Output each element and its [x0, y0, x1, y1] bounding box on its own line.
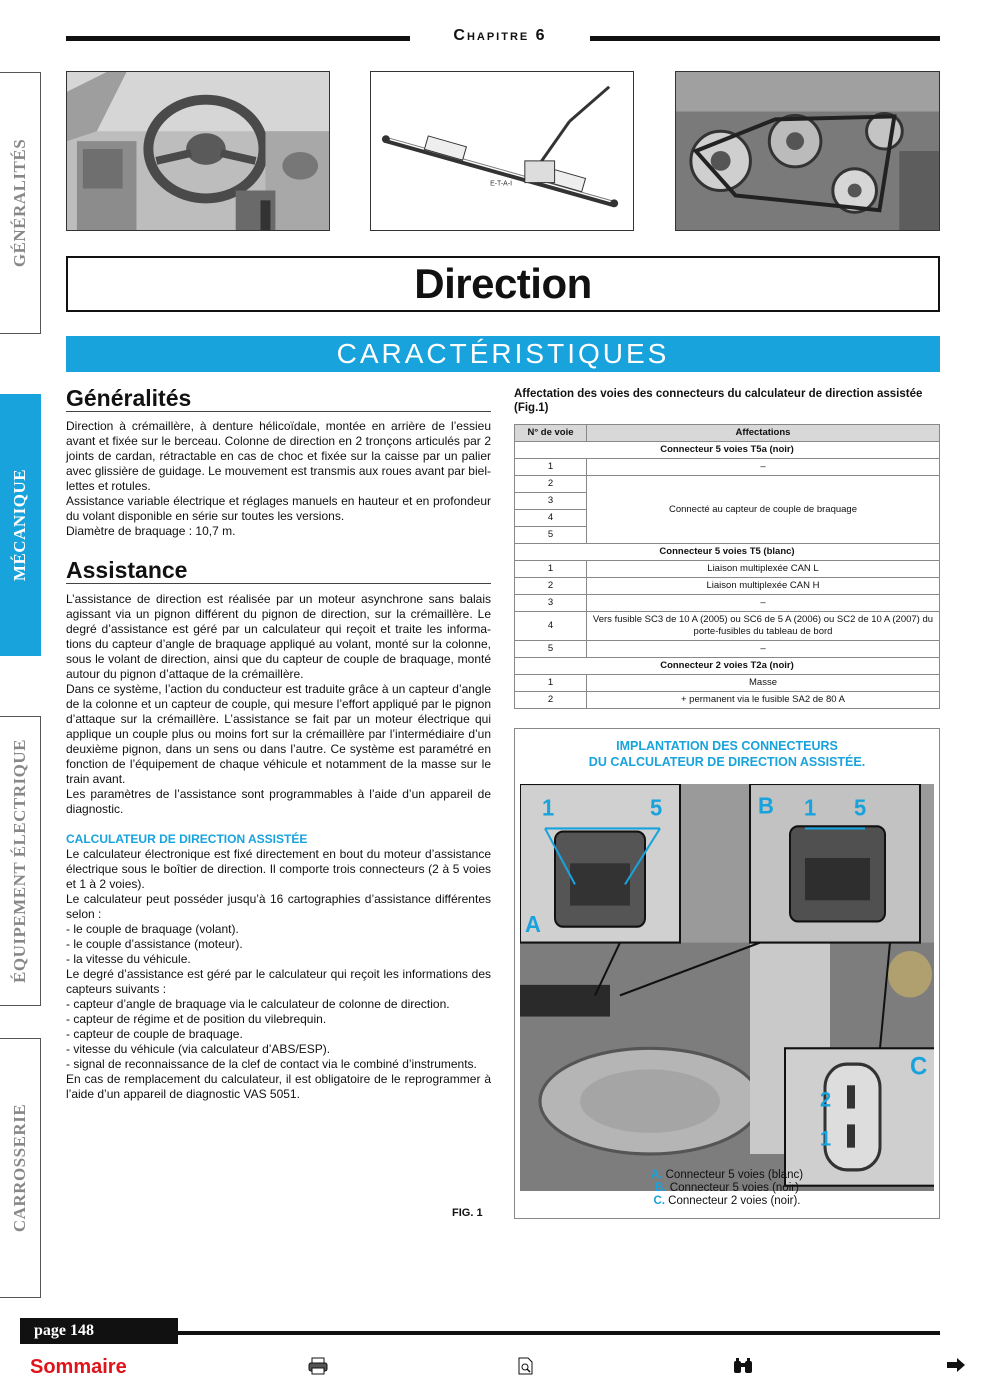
page-title-box: [66, 256, 940, 312]
caption-key: C.: [653, 1195, 665, 1207]
cell-pin: 5: [515, 641, 587, 658]
list-item: - le couple d’assistance (moteur).: [66, 937, 243, 951]
column-header: N° de voie: [515, 425, 587, 442]
table-row: [515, 641, 940, 658]
table-row: [515, 459, 940, 476]
generalites-text: [66, 419, 491, 539]
subheading-calculateur: CALCULATEUR DE DIRECTION ASSISTÉE: [66, 832, 308, 846]
cell-value: Masse: [587, 675, 940, 692]
table-row: [515, 612, 940, 641]
cell-pin: 5: [515, 527, 587, 544]
caption-text: Connecteur 5 voies (blanc): [662, 1169, 804, 1181]
caption-line: [515, 1169, 939, 1182]
side-tab-label: CARROSSERIE: [10, 1103, 29, 1233]
connector-label-c: C: [910, 1053, 928, 1081]
binoculars-icon[interactable]: [732, 1357, 754, 1380]
side-tab-label: ÉQUIPEMENT ÉLECTRIQUE: [10, 739, 29, 983]
paragraph: Les paramètres de l’assistance sont programmables à l’aide d’un appareil de diagnostic.: [66, 787, 491, 816]
cell-pin: 1: [515, 675, 587, 692]
cell-value: –: [587, 641, 940, 658]
header-rule-left: [66, 36, 410, 41]
list-item: - signal de reconnaissance de la clef de contact via le combiné d’instruments.: [66, 1057, 477, 1071]
pin-label-5: 5: [650, 795, 663, 821]
table-section-row: [515, 442, 940, 459]
assistance-text: [66, 592, 491, 1102]
sommaire-link[interactable]: Sommaire: [30, 1356, 127, 1378]
caption-text: Connecteur 5 voies (noir): [666, 1182, 799, 1194]
paragraph: Dans ce système, l’action du conducteur est traduite grâce à un capteur d’angle de la colonne et un capteur de couple, qui mesure l’effort appliqué par le pignon d’attaque sur la crémaillère. L’assistance se fait par un moteur électrique qui applique un couple plus ou moins fort sur la crémaillère par l’intermédiaire d’un deuxième pignon, dans un sens ou dans l’autre. Ce système est paramétré en fonction de l’équipement de chaque véhicule et notamment de la masse sur le train avant.: [66, 682, 491, 786]
section-label: Connecteur 5 voies T5a (noir): [515, 442, 940, 459]
list-item: - vitesse du véhicule (via calculateur d’ABS/ESP).: [66, 1042, 331, 1056]
connector-photo: [520, 784, 934, 1191]
pin-label-2: 2: [820, 1087, 832, 1112]
list-item: - capteur d’angle de braquage via le calculateur de colonne de direction.: [66, 997, 450, 1011]
table-caption: Affectation des voies des connecteurs du calculateur de direction assistée (Fig.1): [514, 388, 923, 414]
cell-pin: 2: [515, 578, 587, 595]
table-row: [515, 675, 940, 692]
cell-pin: 4: [515, 612, 587, 641]
pin-label-1: 1: [542, 795, 555, 821]
caption-line: [515, 1182, 939, 1195]
side-tab-equipement-electrique[interactable]: [0, 716, 41, 1006]
table-row: [515, 595, 940, 612]
section-label: Connecteur 5 voies T5 (blanc): [515, 544, 940, 561]
cell-pin: 3: [515, 595, 587, 612]
header-rule-right: [590, 36, 940, 41]
section-band: CARACTÉRISTIQUES: [66, 336, 940, 372]
pin-label-1: 1: [820, 1127, 832, 1151]
cell-value: Liaison multiplexée CAN H: [587, 578, 940, 595]
next-page-arrow-icon[interactable]: [946, 1357, 966, 1378]
column-header: Affectations: [587, 425, 940, 442]
steering-wheel-photo: [66, 71, 330, 231]
connector-label-b: B: [758, 793, 774, 819]
cell-value: Connecté au capteur de couple de braquage: [587, 476, 940, 544]
cell-value: –: [587, 459, 940, 476]
cell-pin: 1: [515, 459, 587, 476]
pin-label-1: 1: [804, 795, 817, 821]
table-section-row: [515, 658, 940, 675]
pin-label-5: 5: [854, 795, 867, 821]
caption-line: [515, 1195, 939, 1208]
cell-pin: 1: [515, 561, 587, 578]
side-tab-generalites[interactable]: [0, 72, 41, 334]
figure-caption: [515, 1169, 939, 1208]
chapter-title: Chapitre 6: [453, 27, 547, 44]
heading-generalites: Généralités: [66, 385, 491, 412]
table-row: [515, 561, 940, 578]
connector-figure: [514, 728, 940, 1219]
connector-label-a: A: [525, 911, 541, 938]
footer-rule: [178, 1331, 940, 1335]
side-tab-carrosserie[interactable]: [0, 1038, 41, 1298]
paragraph: Le degré d’assistance est géré par le calculateur qui reçoit les informations des capteurs suivants :: [66, 967, 491, 996]
cell-value: Vers fusible SC3 de 10 A (2005) ou SC6 de 5 A (2006) ou SC2 de 10 A (2007) du porte-fusibles du tableau de bord: [587, 612, 940, 641]
list-item: - capteur de couple de braquage.: [66, 1027, 243, 1041]
paragraph: Le calculateur peut posséder jusqu’à 16 cartographies d’assistance différentes selon :: [66, 892, 491, 921]
caption-key: B.: [655, 1182, 667, 1194]
engine-belt-photo: [675, 71, 940, 231]
table-header-row: [515, 425, 940, 442]
paragraph: Diamètre de braquage : 10,7 m.: [66, 524, 236, 538]
printer-icon[interactable]: [308, 1357, 328, 1380]
cell-value: Liaison multiplexée CAN L: [587, 561, 940, 578]
caption-key: A.: [650, 1169, 663, 1181]
figure-title-line: IMPLANTATION DES CONNECTEURS: [616, 739, 838, 753]
rack-mark-text: E-T-A-I: [490, 180, 513, 188]
cell-pin: 4: [515, 510, 587, 527]
figure-title-line: DU CALCULATEUR DE DIRECTION ASSISTÉE.: [588, 755, 866, 769]
document-search-icon[interactable]: [518, 1357, 534, 1380]
paragraph: Assistance variable électrique et réglages manuels en hauteur et en profondeur du volant disponible en série sur toutes les versions.: [66, 494, 491, 523]
list-item: - la vitesse du véhicule.: [66, 952, 191, 966]
section-label: Connecteur 2 voies T2a (noir): [515, 658, 940, 675]
table-row: [515, 476, 940, 493]
paragraph: Direction à crémaillère, à denture hélicoïdale, montée en arrière de l’essieu avant et fixée sur le berceau. Colonne de direction en 2 tronçons articulés par 2 joints de cardan, rétractable en cas de choc et fixée sur la caisse par un palier avec glissière de guidage. Le mouvement est transmis aux roues avant par biellettes et rotules.: [66, 419, 491, 493]
paragraph: L’assistance de direction est réalisée par un moteur asynchrone sans balais agissant via un pignon différent du pignon de direction, sur la crémaillère. Le degré d’assistance est géré par un calculateur qui reçoit et traite les informations du capteur d’angle de braquage appliqué au volant, monté sur la colonne, sous le volant de direction, ainsi que du capteur de couple de braquage, monté autour du pignon d’attaque de la crémaillère.: [66, 592, 491, 681]
side-tab-mecanique[interactable]: [0, 394, 41, 656]
caption-text: Connecteur 2 voies (noir).: [664, 1195, 801, 1207]
table-row: [515, 692, 940, 709]
cell-value: + permanent via le fusible SA2 de 80 A: [587, 692, 940, 709]
cell-pin: 3: [515, 493, 587, 510]
table-section-row: [515, 544, 940, 561]
paragraph: En cas de remplacement du calculateur, il est obligatoire de le reprogrammer à l’aide d’un appareil de diagnostic VAS 5051.: [66, 1072, 491, 1101]
heading-assistance: Assistance: [66, 557, 491, 584]
side-tab-label: MÉCANIQUE: [10, 468, 29, 582]
figure-number: FIG. 1: [452, 1207, 483, 1219]
cell-value: –: [587, 595, 940, 612]
table-row: [515, 578, 940, 595]
page-number: page 148: [20, 1318, 178, 1344]
list-item: - le couple de braquage (volant).: [66, 922, 239, 936]
paragraph: Le calculateur électronique est fixé directement en bout du moteur d’assistance électrique sous le boîtier de direction. Il comporte trois connecteurs (2 à 5 voies et 1 à 2 voies).: [66, 847, 491, 891]
page-title: Direction: [414, 260, 592, 307]
side-tab-label: GÉNÉRALITÉS: [10, 138, 29, 268]
steering-rack-drawing: [370, 71, 634, 231]
list-item: - capteur de régime et de position du vilebrequin.: [66, 1012, 327, 1026]
cell-pin: 2: [515, 476, 587, 493]
connector-table: [514, 424, 940, 709]
figure-title: [515, 738, 939, 770]
cell-pin: 2: [515, 692, 587, 709]
